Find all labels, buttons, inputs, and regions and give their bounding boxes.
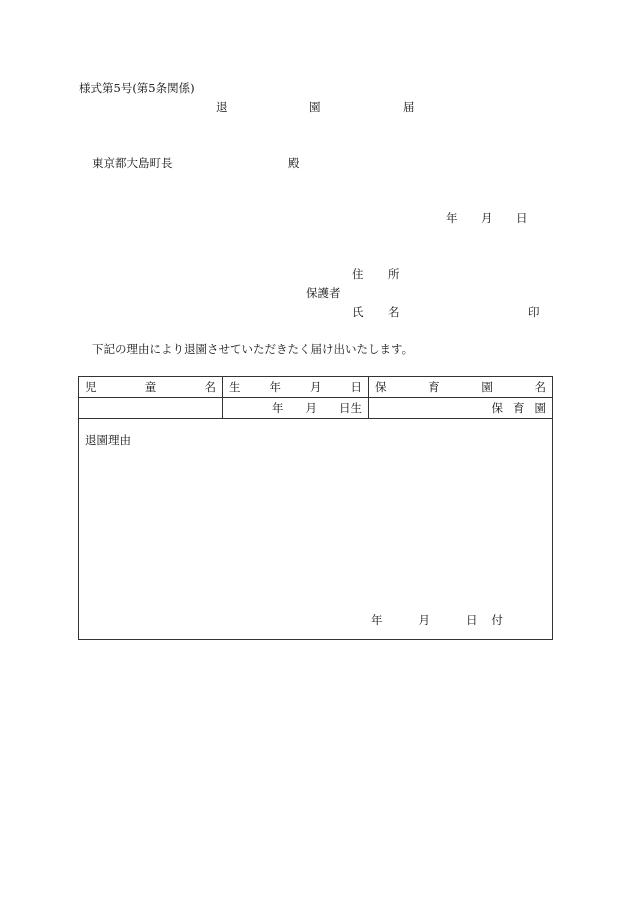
reason-date-month: 月 bbox=[418, 613, 430, 627]
reason-cell[interactable] bbox=[79, 419, 553, 640]
child-name-cell[interactable] bbox=[79, 398, 223, 419]
header-child-name bbox=[79, 377, 223, 398]
addressee-name: 東京都大島町長 bbox=[92, 156, 173, 170]
withdrawal-table bbox=[78, 376, 553, 640]
header-birth-date-char: 生 bbox=[229, 380, 241, 394]
header-nursery-name-char: 保 bbox=[375, 380, 387, 394]
table-header-row bbox=[79, 377, 553, 398]
birth-month-suffix: 月 bbox=[305, 401, 317, 415]
reason-date-day: 日 bbox=[466, 613, 478, 627]
nursery-suffix-char: 保 bbox=[491, 401, 503, 415]
name-label-2: 名 bbox=[388, 305, 400, 319]
reason-date-suffix: 付 bbox=[491, 613, 503, 627]
title-char-2: 園 bbox=[309, 100, 321, 114]
date-month-label: 月 bbox=[481, 211, 493, 225]
header-birth-date-char: 日 bbox=[350, 380, 362, 394]
date-day-label: 日 bbox=[516, 211, 528, 225]
header-nursery-name-char: 育 bbox=[428, 380, 440, 394]
address-label-1: 住 bbox=[352, 267, 364, 281]
header-child-name-char: 童 bbox=[144, 380, 157, 394]
header-nursery-name-char: 園 bbox=[481, 380, 493, 394]
birth-day-suffix: 日生 bbox=[339, 401, 362, 415]
title-char-1: 退 bbox=[216, 100, 228, 114]
form-number: 様式第5号(第5条関係) bbox=[79, 81, 195, 95]
guardian-role-label: 保護者 bbox=[306, 286, 341, 300]
address-label-2: 所 bbox=[388, 267, 400, 281]
header-nursery-name bbox=[369, 377, 553, 398]
date-year-label: 年 bbox=[446, 211, 458, 225]
name-label-1: 氏 bbox=[352, 305, 364, 319]
table-reason-row bbox=[79, 419, 553, 640]
reason-label: 退園理由 bbox=[85, 433, 131, 447]
seal-mark: 印 bbox=[528, 305, 540, 319]
header-nursery-name-char: 名 bbox=[534, 380, 546, 394]
nursery-suffix-char: 園 bbox=[534, 401, 546, 415]
birth-year-suffix: 年 bbox=[272, 401, 284, 415]
reason-date bbox=[371, 612, 503, 628]
nursery-name-cell[interactable] bbox=[369, 398, 553, 419]
nursery-suffix-char: 育 bbox=[513, 401, 525, 415]
table-entry-row bbox=[79, 398, 553, 419]
statement-text: 下記の理由により退園させていただきたく届け出いたします。 bbox=[92, 342, 414, 356]
header-birth-date bbox=[223, 377, 369, 398]
header-child-name-char: 名 bbox=[204, 380, 216, 394]
reason-date-year: 年 bbox=[371, 613, 383, 627]
addressee-honorific: 殿 bbox=[288, 156, 300, 170]
header-birth-date-char: 月 bbox=[310, 380, 322, 394]
header-child-name-char: 児 bbox=[85, 380, 97, 394]
birth-date-cell[interactable] bbox=[223, 398, 369, 419]
title-char-3: 届 bbox=[403, 100, 415, 114]
header-birth-date-char: 年 bbox=[269, 380, 281, 394]
